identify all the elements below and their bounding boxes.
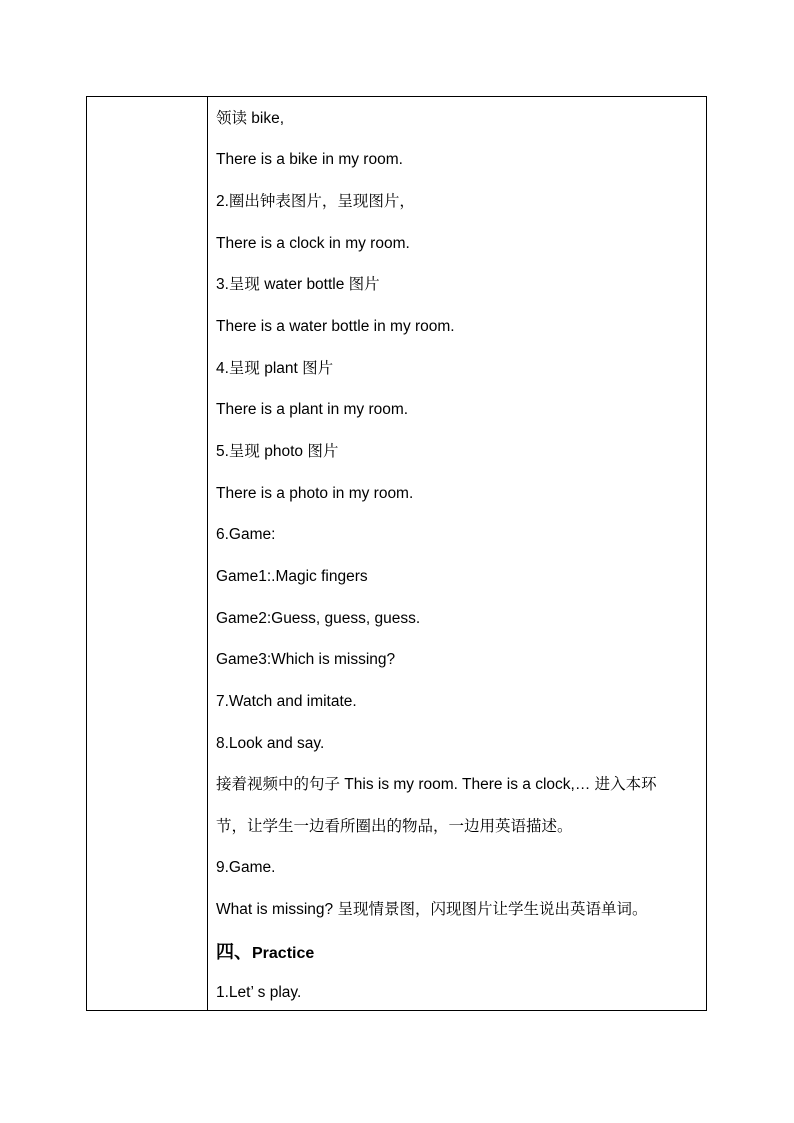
section-number: 四、 [216, 942, 252, 962]
text-line: There is a clock in my room. [216, 235, 410, 252]
text-line: There is a photo in my room. [216, 485, 414, 502]
section-heading [216, 942, 314, 964]
column-divider [207, 97, 208, 1010]
section-title: Practice [252, 945, 315, 962]
text-line: 2.圈出钟表图片，呈现图片， [216, 193, 415, 210]
text-line: 3.呈现 water bottle 图片 [216, 276, 380, 293]
text-line: 5.呈现 photo 图片 [216, 443, 339, 460]
text-line: 8.Look and say. [216, 735, 325, 752]
text-line: Game2:Guess, guess, guess. [216, 610, 421, 627]
lesson-table [86, 96, 707, 1011]
text-line: 接着视频中的句子 This is my room. There is a clock,… 进入本环 [216, 776, 657, 793]
text-line: 1.Let’ s play. [216, 984, 302, 1001]
text-line: What is missing? 呈现情景图，闪现图片让学生说出英语单词。 [216, 901, 648, 918]
text-line: 领读 bike, [216, 110, 285, 127]
text-line: Game3:Which is missing? [216, 651, 396, 668]
text-line: 7.Watch and imitate. [216, 693, 357, 710]
text-line: Game1:.Magic fingers [216, 568, 368, 585]
text-line: 6.Game: [216, 526, 276, 543]
text-line: 节，让学生一边看所圈出的物品，一边用英语描述。 [216, 818, 573, 835]
text-line: 4.呈现 plant 图片 [216, 360, 334, 377]
text-line: 9.Game. [216, 859, 276, 876]
text-line: There is a plant in my room. [216, 401, 409, 418]
text-line: There is a bike in my room. [216, 151, 403, 168]
text-line: There is a water bottle in my room. [216, 318, 455, 335]
